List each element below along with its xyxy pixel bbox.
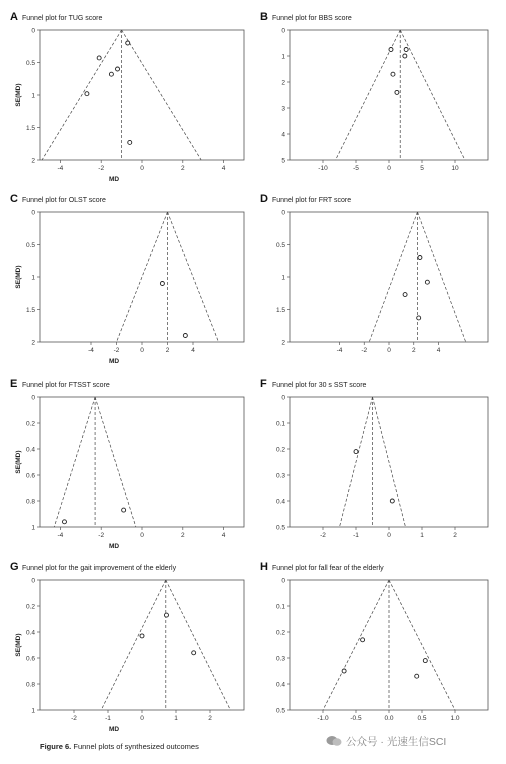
panel-e-funnel-left bbox=[54, 397, 95, 527]
panel-e-ylabel: SE(MD) bbox=[15, 450, 22, 474]
panel-h-funnel-right bbox=[389, 580, 455, 710]
panel-f-letter: F bbox=[260, 378, 267, 390]
panel-a-xtick-label: -4 bbox=[57, 165, 64, 172]
panel-d-title: Funnel plot for FRT score bbox=[272, 197, 352, 204]
watermark-text: 公众号 · 光速生信SCI bbox=[346, 736, 447, 748]
panel-d-ytick-label: 2 bbox=[281, 339, 285, 347]
panel-c-xtick-label: -2 bbox=[113, 347, 120, 354]
panel-b-title: Funnel plot for BBS score bbox=[272, 15, 352, 22]
panel-a-study-point bbox=[128, 140, 132, 144]
panel-c-ytick-label: 2 bbox=[31, 339, 35, 347]
panel-f-study-point bbox=[354, 450, 358, 454]
panel-f-ytick-label: 0.4 bbox=[275, 498, 285, 506]
panel-f-study-point bbox=[390, 499, 394, 503]
panel-e-ytick-label: 0.4 bbox=[25, 446, 35, 454]
panel-d-xtick-label: -4 bbox=[336, 347, 343, 354]
caption-text: Funnel plots of synthesized outcomes bbox=[73, 742, 199, 751]
panel-h-funnel-left bbox=[323, 580, 389, 710]
panel-a-letter: A bbox=[10, 11, 18, 23]
panel-g-study-point bbox=[140, 634, 144, 638]
panel-d-study-point bbox=[425, 280, 429, 284]
panel-c-xtick-label: 0 bbox=[140, 347, 144, 354]
panel-c-letter: C bbox=[10, 193, 18, 205]
panel-g-xtick-label: -1 bbox=[105, 715, 111, 722]
panel-e-study-point bbox=[62, 520, 66, 524]
panel-g-title: Funnel plot for the gait improvement of the elderly bbox=[22, 565, 177, 572]
panel-b-ytick-label: 4 bbox=[281, 131, 285, 139]
panel-e-ytick-label: 0.8 bbox=[25, 498, 35, 506]
panel-c-funnel-right bbox=[168, 212, 219, 342]
panel-h-ytick-label: 0.1 bbox=[275, 603, 285, 611]
panel-d-xtick-label: 2 bbox=[411, 347, 416, 354]
panel-g-xtick-label: 1 bbox=[174, 715, 178, 722]
panel-a-title: Funnel plot for TUG score bbox=[22, 15, 103, 22]
panel-e-funnel-right bbox=[95, 397, 136, 527]
panel-a-ylabel: SE(MD) bbox=[15, 83, 22, 107]
panel-g-ytick-label: 0 bbox=[31, 577, 35, 585]
panel-g-xtick-label: 0 bbox=[140, 715, 144, 722]
panel-g-ytick-label: 0.8 bbox=[25, 681, 35, 689]
panel-d-letter: D bbox=[260, 193, 268, 205]
panel-f-xtick-label: 1 bbox=[420, 532, 424, 539]
panel-b-study-point bbox=[389, 48, 393, 52]
panel-f-xtick-label: -2 bbox=[320, 532, 326, 539]
panel-h-ytick-label: 0 bbox=[281, 577, 285, 585]
panel-a-study-point bbox=[109, 72, 113, 76]
panel-f-funnel-left bbox=[340, 397, 373, 527]
panel-a-xtick-label: 4 bbox=[221, 165, 226, 172]
panel-b-study-point bbox=[391, 72, 395, 76]
figure-caption bbox=[40, 742, 199, 751]
panel-c-xtick-label: -4 bbox=[88, 347, 94, 354]
panel-b-ytick-label: 0 bbox=[281, 27, 285, 35]
panel-a-ytick-label: 0 bbox=[31, 27, 35, 35]
panel-d-funnel-left bbox=[369, 212, 417, 342]
panel-e-title: Funnel plot for FTSST score bbox=[22, 382, 110, 389]
panel-b-xtick-label: -5 bbox=[353, 165, 359, 172]
panel-e-ytick-label: 0.6 bbox=[25, 472, 35, 480]
panel-a-study-point bbox=[116, 67, 120, 71]
panel-h-xtick-label: -1.0 bbox=[317, 715, 329, 722]
panel-g-ytick-label: 1 bbox=[31, 707, 35, 715]
panel-e-ytick-label: 0.2 bbox=[25, 420, 35, 428]
panel-f-ytick-label: 0.2 bbox=[275, 446, 285, 454]
panel-a-study-point bbox=[85, 92, 89, 96]
panel-e-letter: E bbox=[10, 378, 18, 390]
panel-c-xlabel: MD bbox=[108, 358, 120, 365]
panel-b-ytick-label: 5 bbox=[281, 157, 285, 165]
panel-f-funnel-right bbox=[373, 397, 406, 527]
panel-a-study-point bbox=[97, 56, 101, 60]
panel-d-study-point bbox=[403, 293, 407, 297]
panel-c-study-point bbox=[160, 282, 164, 286]
panel-h-study-point bbox=[415, 674, 419, 678]
panel-g-study-point bbox=[192, 651, 196, 655]
panel-a-ytick-label: 2 bbox=[31, 157, 35, 165]
panel-c-title: Funnel plot for OLST score bbox=[22, 197, 106, 204]
panel-c-xtick-label: 4 bbox=[191, 347, 195, 354]
panel-d-funnel-right bbox=[417, 212, 465, 342]
panel-b-xtick-label: -10 bbox=[318, 165, 328, 172]
panel-d-ytick-label: 0.5 bbox=[275, 241, 285, 249]
panel-a-funnel-right bbox=[122, 30, 202, 160]
panel-c-ylabel: SE(MD) bbox=[15, 265, 22, 289]
panel-d-study-point bbox=[417, 316, 421, 320]
panel-b-xtick-label: 5 bbox=[420, 165, 424, 172]
panel-b-study-point bbox=[395, 90, 399, 94]
panel-e-ytick-label: 0 bbox=[31, 394, 35, 402]
panel-h-xtick-label: 0.5 bbox=[417, 715, 427, 722]
panel-b-xtick-label: 10 bbox=[451, 165, 459, 172]
panel-a-xtick-label: 2 bbox=[180, 165, 185, 172]
panel-e-xlabel: MD bbox=[108, 543, 120, 550]
caption-label: Figure 6. bbox=[40, 742, 72, 751]
panel-a-study-point bbox=[126, 41, 130, 45]
panel-h-ytick-label: 0.3 bbox=[275, 655, 285, 663]
panel-b-letter: B bbox=[260, 11, 268, 23]
panel-f-xtick-label: 0 bbox=[387, 532, 391, 539]
panel-e-study-point bbox=[122, 508, 126, 512]
panel-h-ytick-label: 0.2 bbox=[275, 629, 285, 637]
panel-g-ytick-label: 0.4 bbox=[25, 629, 35, 637]
panel-b-xtick-label: 0 bbox=[387, 165, 391, 172]
panel-e-xtick-label: 4 bbox=[221, 532, 226, 539]
panel-a-frame bbox=[40, 30, 244, 160]
panel-f-ytick-label: 0.1 bbox=[275, 420, 285, 428]
panel-a-xlabel: MD bbox=[108, 176, 120, 183]
panel-a-ytick-label: 0.5 bbox=[25, 59, 35, 67]
panel-g-funnel-left bbox=[101, 580, 166, 710]
panel-g-letter: G bbox=[10, 561, 19, 573]
panel-g-ytick-label: 0.6 bbox=[25, 655, 35, 663]
panel-h-xtick-label: -0.5 bbox=[350, 715, 362, 722]
panel-c-xtick-label: 2 bbox=[165, 347, 170, 354]
panel-b-funnel-right bbox=[400, 30, 465, 160]
panel-d-xtick-label: 4 bbox=[436, 347, 441, 354]
panel-d-xtick-label: -2 bbox=[361, 347, 368, 354]
panel-c-ytick-label: 0 bbox=[31, 209, 35, 217]
panel-h-title: Funnel plot for fall fear of the elderly bbox=[272, 565, 384, 572]
panel-g-xlabel: MD bbox=[108, 726, 120, 733]
panel-g-ylabel: SE(MD) bbox=[15, 633, 22, 657]
panel-e-ytick-label: 1 bbox=[31, 524, 35, 532]
panel-d-study-point bbox=[418, 256, 422, 260]
panel-b-study-point bbox=[403, 54, 407, 58]
panel-e-xtick-label: 0 bbox=[140, 532, 144, 539]
panel-g-study-point bbox=[164, 613, 168, 617]
panel-b-ytick-label: 2 bbox=[281, 79, 285, 87]
panel-h-study-point bbox=[361, 638, 365, 642]
panel-f-title: Funnel plot for 30 s SST score bbox=[272, 382, 367, 389]
panel-c-ytick-label: 1.5 bbox=[25, 306, 35, 314]
panel-g-ytick-label: 0.2 bbox=[25, 603, 35, 611]
panel-h-ytick-label: 0.4 bbox=[275, 681, 285, 689]
panel-h-xtick-label: 0.0 bbox=[384, 715, 394, 722]
panel-a-ytick-label: 1.5 bbox=[25, 124, 35, 132]
panel-a-xtick-label: -2 bbox=[98, 165, 105, 172]
panel-e-xtick-label: 2 bbox=[180, 532, 185, 539]
panel-a-xtick-label: 0 bbox=[140, 165, 144, 172]
panel-f-ytick-label: 0.5 bbox=[275, 524, 285, 532]
panel-g-funnel-right bbox=[166, 580, 231, 710]
panel-b-ytick-label: 1 bbox=[281, 53, 285, 61]
panel-b-study-point bbox=[404, 48, 408, 52]
panel-h-study-point bbox=[423, 659, 427, 663]
panel-f-ytick-label: 0.3 bbox=[275, 472, 285, 480]
panel-c-ytick-label: 0.5 bbox=[25, 241, 35, 249]
panel-g-xtick-label: 2 bbox=[208, 715, 212, 722]
panel-e-frame bbox=[40, 397, 244, 527]
panel-g-frame bbox=[40, 580, 244, 710]
panel-f-xtick-label: -1 bbox=[353, 532, 359, 539]
wechat-icon bbox=[326, 735, 342, 747]
panel-d-ytick-label: 1 bbox=[281, 274, 285, 282]
panel-f-xtick-label: 2 bbox=[453, 532, 457, 539]
panel-h-study-point bbox=[342, 669, 346, 673]
panel-g-xtick-label: -2 bbox=[71, 715, 77, 722]
panel-e-xtick-label: -2 bbox=[98, 532, 105, 539]
panel-h-ytick-label: 0.5 bbox=[275, 707, 285, 715]
panel-d-ytick-label: 0 bbox=[281, 209, 285, 217]
panel-c-ytick-label: 1 bbox=[31, 274, 35, 282]
panel-a-ytick-label: 1 bbox=[31, 92, 35, 100]
panel-f-ytick-label: 0 bbox=[281, 394, 285, 402]
panel-d-xtick-label: 0 bbox=[387, 347, 391, 354]
panel-c-funnel-left bbox=[117, 212, 168, 342]
panel-a-funnel-left bbox=[42, 30, 122, 160]
panel-h-xtick-label: 1.0 bbox=[450, 715, 460, 722]
panel-c-frame bbox=[40, 212, 244, 342]
panel-h-letter: H bbox=[260, 561, 268, 573]
panel-d-ytick-label: 1.5 bbox=[275, 306, 285, 314]
panel-c-study-point bbox=[183, 334, 187, 338]
panel-e-xtick-label: -4 bbox=[57, 532, 64, 539]
panel-b-ytick-label: 3 bbox=[281, 105, 285, 113]
